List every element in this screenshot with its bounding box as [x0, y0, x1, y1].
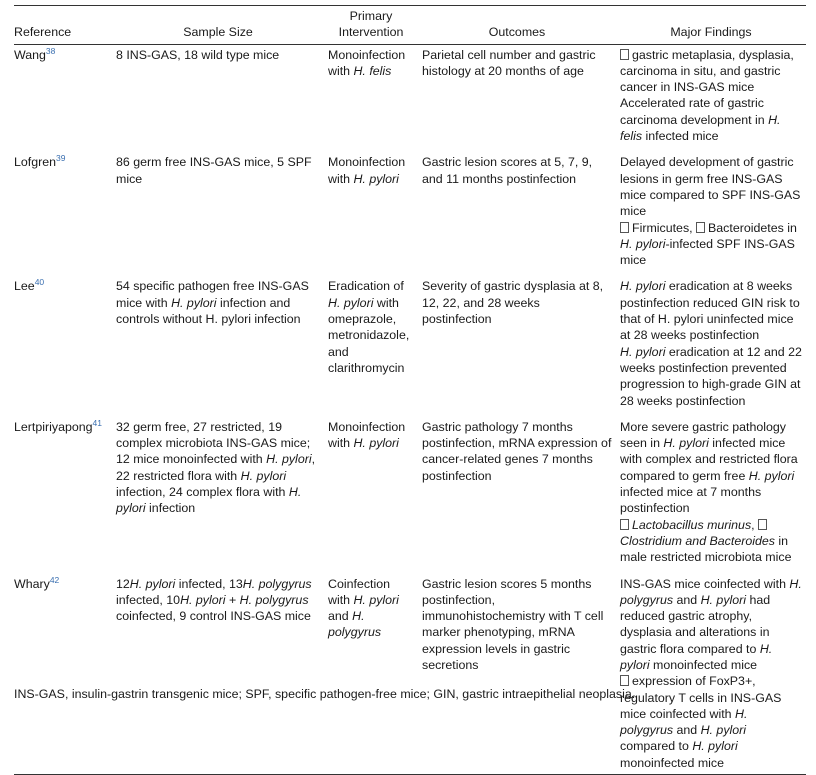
sample-size-cell [112, 417, 324, 574]
species-name: H. pylori [620, 344, 666, 359]
sample-text: infected, 13 [175, 576, 243, 591]
citation-link[interactable]: 40 [34, 277, 45, 288]
intervention-text: with omeprazole, metronidazole, and clarithromycin [328, 295, 410, 375]
table-row [14, 574, 806, 775]
finding-text: infected mice [642, 129, 719, 144]
finding-text: Accelerated rate of gastric carcinoma development in [620, 96, 769, 127]
intervention-cell [324, 276, 418, 416]
finding-text: expression of FoxP3+, regulatory T cells in INS-GAS mice coinfected with [620, 674, 782, 721]
reference-name: Lee [14, 279, 35, 294]
finding-text: monoinfected mice [649, 657, 758, 672]
finding-text: had reduced gastric atrophy, dysplasia and alterations in gastric flora compared to [620, 592, 771, 656]
sample-size-cell [112, 574, 324, 775]
table-footnote: INS-GAS, insulin-gastrin transgenic mice; SPF, specific pathogen-free mice; GIN, gastric intraepithelial neoplasia. [14, 687, 636, 701]
sample-text: infection, 24 complex flora with [116, 485, 289, 500]
species-name: H. pylori [620, 236, 666, 251]
finding-item [620, 517, 802, 566]
intervention-cell [324, 152, 418, 276]
species-name: H. pylori [748, 468, 795, 483]
intervention-text: Eradication of [328, 279, 404, 294]
intervention-text: and [328, 609, 353, 624]
finding-text: gastric metaplasia, dysplasia, carcinoma in situ, and gastric cancer in INS-GAS mice [620, 47, 794, 95]
finding-item [620, 278, 802, 343]
citation-link[interactable]: 38 [45, 45, 56, 56]
species-name: H. polygyrus [242, 576, 312, 591]
header-outcomes: Outcomes [488, 25, 546, 40]
reference-name: Wang [14, 47, 46, 62]
species-name: H. polygyrus [620, 706, 748, 738]
finding-text: infected mice with complex and restricted flora compared to germ free [620, 436, 798, 483]
species-name: H. polygyrus [239, 592, 309, 607]
sample-text: , 22 restricted flora with [116, 452, 316, 483]
finding-item [620, 344, 802, 409]
finding-text: in male restricted microbiota mice [620, 533, 792, 565]
species-name: H. pylori [353, 436, 399, 451]
finding-text: Firmicutes, [632, 220, 697, 235]
findings-cell [616, 417, 806, 574]
species-name: H. felis [353, 63, 392, 78]
species-name: H. pylori [129, 576, 176, 591]
outcomes-cell: Gastric lesion scores at 5, 7, 9, and 11 months postinfection [422, 155, 593, 186]
missing-glyph-icon [620, 675, 629, 686]
finding-text: eradication at 12 and 22 weeks postinfection prevented progression to high-grade GIN at 28 weeks postinfection [620, 344, 802, 408]
intervention-text: Coinfection with [328, 576, 390, 607]
intervention-text: Monoinfection with [328, 419, 406, 451]
citation-link[interactable]: 39 [56, 153, 66, 164]
outcomes-cell: Gastric lesion scores 5 months postinfection, immunohistochemistry with T cell marker phenotyping, mRNA expression levels in gastric secretions [422, 576, 604, 672]
finding-item [620, 95, 802, 144]
sample-text: 32 germ free, 27 restricted, 19 complex microbiota INS-GAS mice; 12 mice monoinfected with [116, 419, 311, 467]
table-body [14, 44, 806, 774]
species-name: H. polygyrus [620, 576, 802, 607]
intervention-cell [324, 574, 418, 775]
finding-text: infected mice at 7 months postinfection [620, 485, 762, 516]
species-name: H. pylori [663, 436, 709, 451]
sample-text: 54 specific pathogen free INS-GAS mice with [116, 279, 309, 310]
sample-text: + [225, 592, 240, 607]
species-name: H. felis [620, 112, 781, 144]
intervention-text: Monoinfection with [328, 155, 406, 186]
header-sample-size: Sample Size [183, 25, 253, 40]
missing-glyph-icon [620, 49, 629, 60]
finding-text: and [673, 723, 701, 738]
table-row [14, 276, 806, 416]
header-primary-intervention [324, 6, 418, 45]
species-name: Lactobacillus murinus [632, 517, 752, 532]
finding-text: INS-GAS mice coinfected with [620, 576, 790, 591]
header-major-findings: Major Findings [670, 25, 752, 40]
species-name: H. pylori [116, 485, 302, 516]
finding-text: -infected SPF INS-GAS mice [620, 236, 795, 268]
header-row [14, 6, 806, 45]
sample-text: infected, 10 [116, 592, 181, 607]
findings-table-container [14, 5, 806, 775]
reference-name: Lofgren [14, 155, 57, 170]
species-name: H. pylori [700, 723, 747, 738]
intervention-text: Monoinfection with [328, 47, 406, 78]
citation-link[interactable]: 42 [49, 574, 60, 585]
outcomes-cell: Severity of gastric dysplasia at 8, 12, 22, and 28 weeks postinfection [422, 279, 604, 327]
findings-table [14, 5, 806, 775]
reference-cell [14, 276, 112, 416]
table-row [14, 44, 806, 152]
missing-glyph-icon [620, 519, 629, 530]
finding-text: eradication at 8 weeks postinfection reduced GIN risk to that of H. pylori uninfected mice at 28 weeks postinfection [620, 279, 800, 343]
species-name: H. pylori [266, 452, 312, 467]
finding-text: monoinfected mice [620, 755, 724, 770]
sample-text: infection and controls without H. pylori infection [116, 295, 301, 327]
findings-cell [616, 574, 806, 775]
species-name: H. pylori [620, 641, 773, 672]
table-row [14, 417, 806, 574]
missing-glyph-icon [696, 222, 705, 233]
reference-cell [14, 152, 112, 276]
outcomes-cell: Gastric pathology 7 months postinfection, mRNA expression of cancer-related genes 7 months postinfection [422, 419, 612, 483]
sample-size-cell [112, 276, 324, 416]
species-name: H. pylori [180, 592, 226, 607]
finding-item: Delayed development of gastric lesions in germ free INS-GAS mice compared to SPF INS-GAS mice [620, 155, 801, 219]
table-header [14, 6, 806, 45]
findings-cell [616, 44, 806, 152]
species-name: H. pylori [353, 171, 399, 186]
finding-item [620, 576, 802, 674]
finding-text: , [751, 517, 759, 532]
finding-item [620, 419, 802, 517]
reference-cell [14, 44, 112, 152]
header-primary-intervention-line2: Intervention [338, 25, 404, 40]
header-reference: Reference [14, 25, 72, 40]
table-row [14, 152, 806, 276]
sample-size-cell: 8 INS-GAS, 18 wild type mice [116, 47, 280, 62]
species-name: H. pylori [171, 295, 217, 310]
finding-text: and [673, 592, 701, 607]
header-primary-intervention-line1: Primary [349, 9, 393, 23]
sample-size-cell: 86 germ free INS-GAS mice, 5 SPF mice [116, 155, 312, 186]
sample-text: 12 [116, 576, 130, 591]
missing-glyph-icon [620, 222, 629, 233]
finding-text: compared to [620, 739, 693, 754]
finding-item [620, 220, 802, 269]
species-name: H. polygyrus [328, 609, 382, 640]
finding-text: Bacteroidetes in [708, 220, 797, 235]
sample-text: coinfected, 9 control INS-GAS mice [116, 609, 311, 624]
species-name: H. pylori [620, 279, 666, 294]
species-name: H. pylori [328, 295, 374, 310]
outcomes-cell: Parietal cell number and gastric histology at 20 months of age [422, 47, 596, 78]
finding-text: More severe gastric pathology seen in [620, 419, 786, 451]
intervention-cell [324, 44, 418, 152]
reference-name: Lertpiriyapong [14, 419, 93, 434]
missing-glyph-icon [758, 519, 767, 530]
reference-cell [14, 417, 112, 574]
findings-cell [616, 152, 806, 276]
reference-cell [14, 574, 112, 775]
intervention-cell [324, 417, 418, 574]
reference-name: Whary [14, 576, 50, 591]
species-name: H. pylori [692, 739, 738, 754]
species-name: H. pylori [353, 592, 399, 607]
citation-link[interactable]: 41 [92, 417, 102, 428]
species-name: H. pylori [240, 468, 287, 483]
finding-item [620, 47, 802, 96]
findings-cell [616, 276, 806, 416]
species-name: H. pylori [700, 592, 747, 607]
species-name: Clostridium and Bacteroides [620, 533, 775, 548]
sample-text: infection [145, 501, 196, 516]
